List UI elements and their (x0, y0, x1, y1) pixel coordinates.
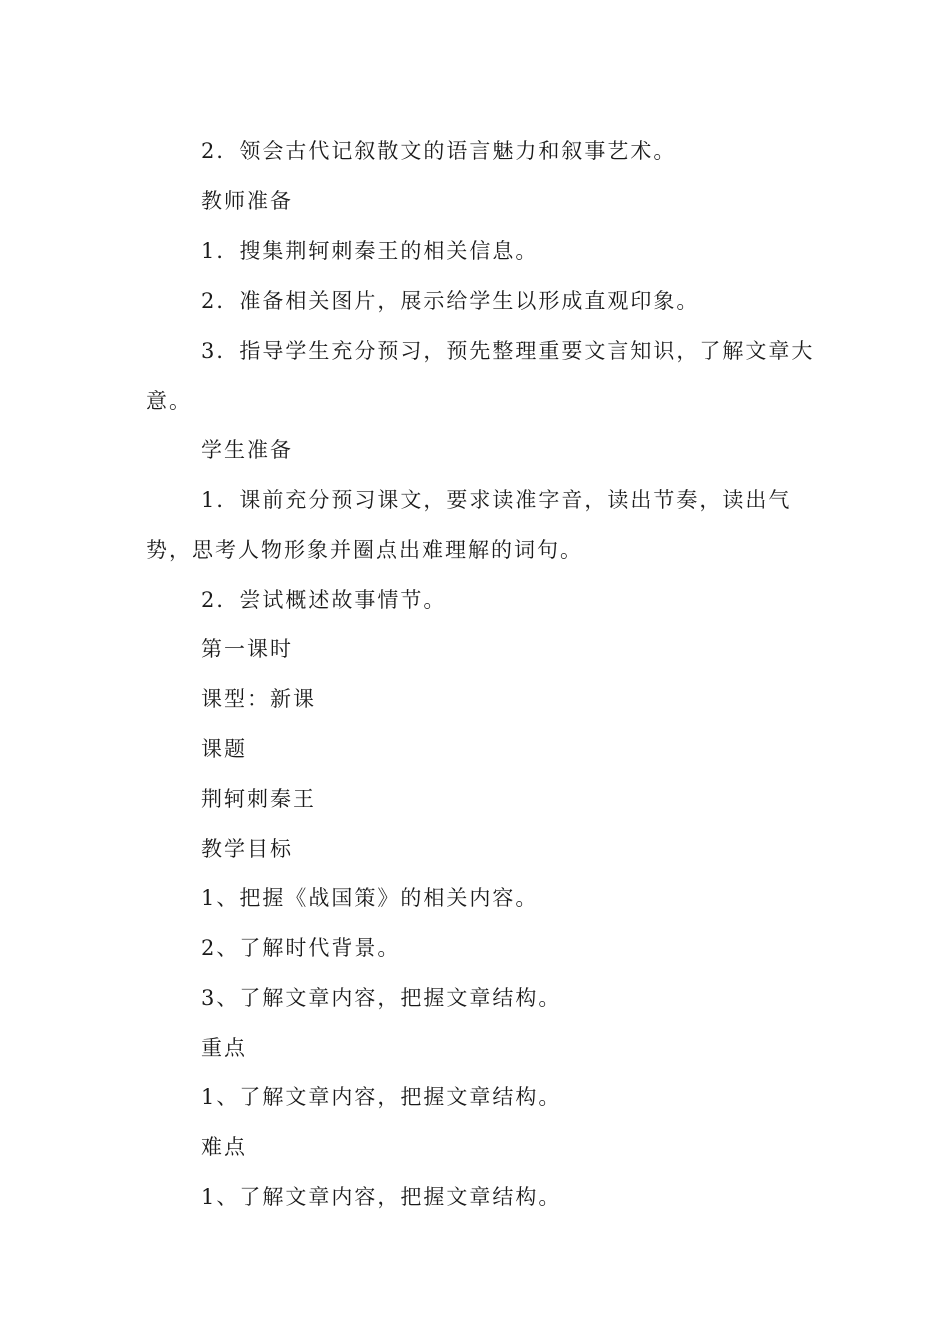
list-item: 2、了解时代背景。 (201, 936, 401, 960)
paragraph-line: 荆轲刺秦王 (201, 787, 316, 811)
paragraph-line: 1．搜集荆轲刺秦王的相关信息。 (201, 239, 539, 263)
section-heading: 难点 (201, 1135, 247, 1159)
paragraph-line-continued: 意。 (146, 389, 192, 413)
section-heading: 学生准备 (201, 438, 293, 462)
paragraph-line: 3．指导学生充分预习，预先整理重要文言知识，了解文章大 (201, 339, 815, 363)
section-heading: 课题 (201, 737, 247, 761)
list-item: 1、了解文章内容，把握文章结构。 (201, 1185, 562, 1209)
section-heading: 重点 (201, 1036, 247, 1060)
paragraph-line: 1．课前充分预习课文，要求读准字音，读出节奏，读出气 (201, 488, 792, 512)
paragraph-line: 课型：新课 (201, 687, 316, 711)
paragraph-line: 2．尝试概述故事情节。 (201, 588, 447, 612)
list-item: 1、把握《战国策》的相关内容。 (201, 886, 539, 910)
section-heading: 教师准备 (201, 189, 293, 213)
section-heading: 第一课时 (201, 637, 293, 661)
paragraph-line: 2．准备相关图片，展示给学生以形成直观印象。 (201, 289, 700, 313)
section-heading: 教学目标 (201, 837, 293, 861)
list-item: 1、了解文章内容，把握文章结构。 (201, 1085, 562, 1109)
paragraph-line-continued: 势，思考人物形象并圈点出难理解的词句。 (146, 538, 583, 562)
list-item: 3、了解文章内容，把握文章结构。 (201, 986, 562, 1010)
paragraph-line: 2．领会古代记叙散文的语言魅力和叙事艺术。 (201, 139, 677, 163)
